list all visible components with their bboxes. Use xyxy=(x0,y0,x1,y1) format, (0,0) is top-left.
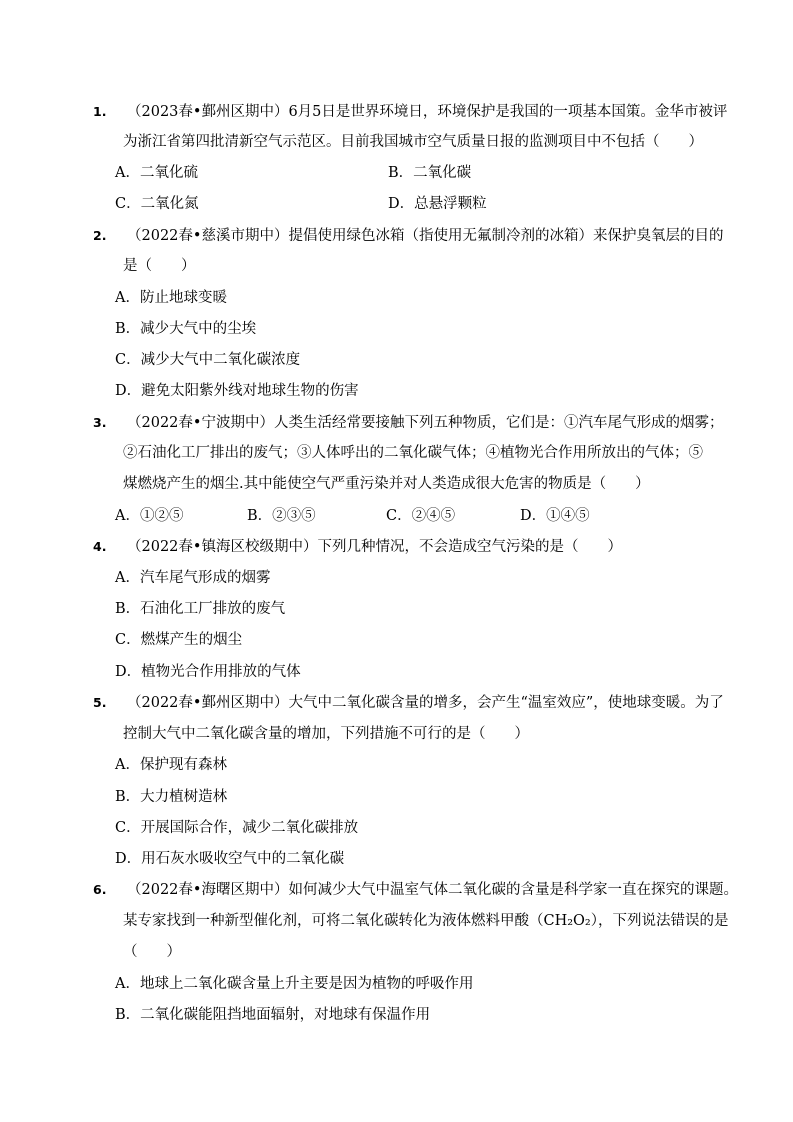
question-text: （ ） xyxy=(123,944,181,960)
option-a: A．汽车尾气形成的烟雾 xyxy=(115,570,271,586)
question-text: 控制大气中二氧化碳含量的增加，下列措施不可行的是（ ） xyxy=(123,726,529,742)
question-number: 2. xyxy=(93,228,107,243)
option-a: A．防止地球变暖 xyxy=(115,290,227,306)
option-a: A．二氧化硫 xyxy=(115,165,198,181)
option-b: B．二氧化碳能阻挡地面辐射，对地球有保温作用 xyxy=(115,1007,431,1023)
question-number: 4. xyxy=(93,539,107,554)
question-text: 某专家找到一种新型催化剂，可将二氧化碳转化为液体燃料甲酸（CH₂O₂），下列说法错误的是 xyxy=(123,913,729,929)
option-c: C．燃煤产生的烟尘 xyxy=(115,632,243,648)
question-text: （2023春•鄞州区期中）6月5日是世界环境日，环境保护是我国的一项基本国策。金华市被评 xyxy=(127,104,728,120)
question-text: （2022春•宁波期中）人类生活经常要接触下列五种物质，它们是：①汽车尾气形成的烟雾； xyxy=(127,415,724,431)
question-text: 煤燃烧产生的烟尘.其中能使空气严重污染并对人类造成很大危害的物质是（ ） xyxy=(123,476,650,492)
question-text: 是（ ） xyxy=(123,258,196,274)
option-c: C．②④⑤ xyxy=(386,508,456,524)
question-text: ②石油化工厂排出的废气；③人体呼出的二氧化碳气体；④植物光合作用所放出的气体；⑤ xyxy=(123,445,703,461)
option-c: C．开展国际合作，减少二氧化碳排放 xyxy=(115,820,359,836)
question-number: 3. xyxy=(93,415,107,430)
question-text: （2022春•海曙区期中）如何减少大气中温室气体二氧化碳的含量是科学家一直在探究的课题。 xyxy=(127,882,738,898)
option-b: B．减少大气中的尘埃 xyxy=(115,321,257,337)
option-b: B．石油化工厂排放的废气 xyxy=(115,601,286,617)
question-number: 5. xyxy=(93,695,107,710)
question-text: （2022春•慈溪市期中）提倡使用绿色冰箱（指使用无氟制冷剂的冰箱）来保护臭氧层的目的 xyxy=(127,228,724,244)
option-d: D．①④⑤ xyxy=(520,508,590,524)
question-number: 1. xyxy=(93,104,107,119)
option-b: B．二氧化碳 xyxy=(388,165,472,181)
option-d: D．用石灰水吸收空气中的二氧化碳 xyxy=(115,851,345,867)
option-b: B．②③⑤ xyxy=(247,508,316,524)
question-text: （2022春•鄞州区期中）大气中二氧化碳含量的增多，会产生“温室效应”，使地球变暖。为了 xyxy=(127,695,724,711)
option-c: C．减少大气中二氧化碳浓度 xyxy=(115,352,301,368)
option-a: A．地球上二氧化碳含量上升主要是因为植物的呼吸作用 xyxy=(115,976,474,992)
option-d: D．避免太阳紫外线对地球生物的伤害 xyxy=(115,383,359,399)
option-a: A．①②⑤ xyxy=(115,508,184,524)
option-b: B．大力植树造林 xyxy=(115,789,228,805)
question-text: 为浙江省第四批清新空气示范区。目前我国城市空气质量日报的监测项目中不包括（ ） xyxy=(123,134,703,150)
option-d: D．总悬浮颗粒 xyxy=(388,196,487,212)
option-d: D．植物光合作用排放的气体 xyxy=(115,664,301,680)
option-a: A．保护现有森林 xyxy=(115,757,227,773)
option-c: C．二氧化氮 xyxy=(115,196,199,212)
question-number: 6. xyxy=(93,882,107,897)
question-text: （2022春•镇海区校级期中）下列几种情况，不会造成空气污染的是（ ） xyxy=(127,539,622,555)
